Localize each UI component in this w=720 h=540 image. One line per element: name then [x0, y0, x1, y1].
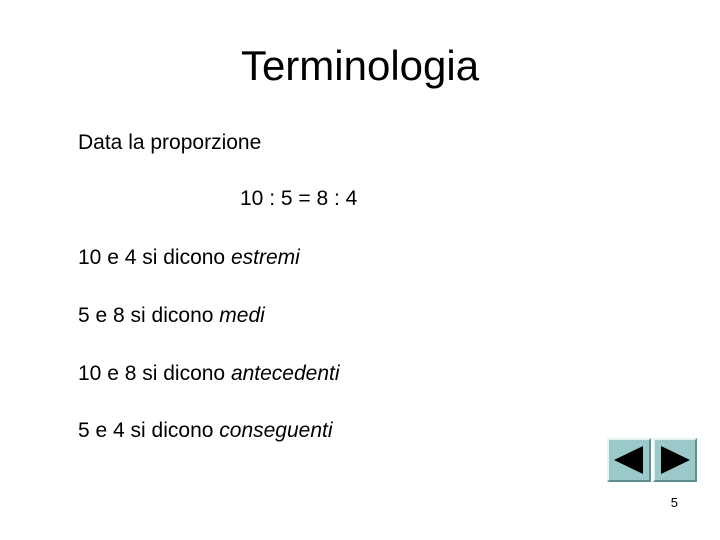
intro-text: Data la proporzione [78, 131, 262, 154]
triangle-right-icon [655, 440, 695, 480]
statement-means [78, 303, 265, 329]
next-slide-button[interactable] [653, 438, 697, 482]
proportion-expression: 10 : 5 = 8 : 4 [240, 187, 358, 210]
statement-antecedents [78, 361, 340, 387]
statement-term: estremi [230, 246, 300, 269]
previous-slide-button[interactable] [607, 438, 651, 482]
statement-prefix: 10 e 4 si dicono [78, 246, 231, 269]
statement-term: antecedenti [230, 362, 340, 385]
statement-consequents [78, 418, 333, 444]
triangle-left-icon [609, 440, 649, 480]
page-number: 5 [670, 495, 678, 510]
statement-prefix: 5 e 8 si dicono [78, 304, 220, 327]
statement-term: conseguenti [219, 419, 333, 442]
statement-prefix: 5 e 4 si dicono [78, 419, 220, 442]
slide-title: Terminologia [240, 42, 480, 89]
statement-term: medi [219, 304, 265, 327]
statement-prefix: 10 e 8 si dicono [78, 362, 231, 385]
statement-extremes [78, 245, 300, 271]
